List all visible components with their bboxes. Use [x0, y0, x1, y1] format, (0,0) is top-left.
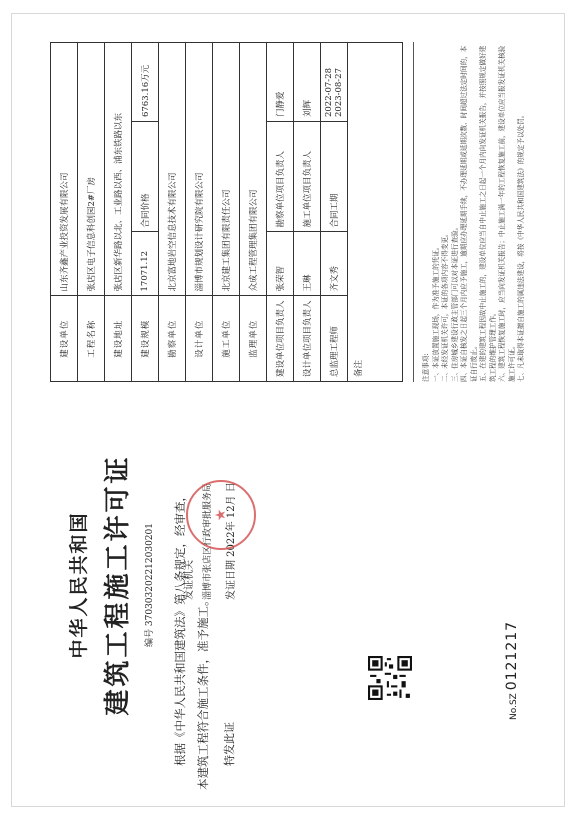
cell-label: 合同工期	[321, 122, 348, 232]
note-item: 三、住房城乡建设行政主管部门可以对本证进行查验。	[450, 223, 459, 382]
date-label: 发证日期	[226, 560, 237, 600]
note-item: 一、本证放置施工现场，作为准予施工的凭证。	[431, 243, 440, 382]
details-row	[78, 43, 105, 382]
code-label: 编号	[145, 628, 155, 647]
row-value: 山东齐鑫产业投资发展有限公司	[51, 43, 78, 296]
official-seal	[186, 480, 256, 550]
issuer-name: 淄博市张店区行政审批服务局	[203, 482, 213, 600]
body-line: 本建筑工程符合施工条件，准予施工。	[196, 594, 210, 790]
cell-value: 刘辉	[294, 43, 321, 122]
cell-value	[321, 43, 348, 122]
row-value: 北京富地岩空信息技术有限公司	[159, 43, 186, 296]
details-table	[50, 42, 403, 382]
serial-prefix: No.SZ	[509, 693, 519, 720]
person-row	[267, 43, 294, 382]
details-row	[186, 43, 213, 382]
person-row	[321, 43, 348, 382]
certificate-code	[142, 380, 155, 790]
divider	[413, 42, 414, 382]
row-value: 张店区电子信息科创园2#厂房	[78, 43, 105, 296]
row-label: 勘察单位	[159, 296, 186, 382]
issuer-label: 发证机关	[184, 560, 195, 600]
remark-label: 备注	[348, 43, 403, 382]
details-row	[213, 43, 240, 382]
date-day-unit: 日	[226, 482, 237, 493]
cell-value: 齐文秀	[321, 232, 348, 296]
price-amount: 6763.16	[141, 81, 151, 118]
contract-price-label: 合同价格	[132, 122, 159, 232]
cell-label: 总监理工程师	[321, 296, 348, 382]
date-month-unit: 月	[226, 495, 237, 506]
row-label: 施工单位	[213, 296, 240, 382]
date-year-unit: 年	[226, 521, 237, 532]
serial-number	[504, 620, 578, 736]
row-value: 张店区新华路以北、工业路以西、浦东铁路以东	[105, 43, 132, 296]
contract-price-value	[132, 43, 159, 122]
row-label: 监理单位	[240, 296, 267, 382]
cell-label: 勘察单位项目负责人	[267, 122, 294, 232]
special-issue: 特发此证	[223, 722, 236, 766]
certificate-country: 中华人民共和国	[68, 511, 90, 659]
row-label: 工程名称	[78, 296, 105, 382]
row-label: 建设规模	[132, 296, 159, 382]
details-row	[51, 43, 78, 382]
cell-label: 建设单位项目负责人	[267, 296, 294, 382]
row-value: 众成工程管理集团有限公司	[240, 43, 267, 296]
person-row	[294, 43, 321, 382]
notes-title: 注意事项:	[422, 353, 430, 382]
details-row	[240, 43, 267, 382]
note-item: 七、凡未取得本证擅自施工的属违法建设，将按《中华人民共和国建筑法》的规定予以处罚。	[517, 111, 526, 382]
cell-label: 设计单位项目负责人	[294, 296, 321, 382]
details-row	[159, 43, 186, 382]
serial-value: 0121217	[504, 620, 520, 691]
permit-details-panel	[50, 42, 530, 382]
body-line: 根据《中华人民共和国建筑法》第八条规定，经审查，	[173, 490, 187, 766]
row-value: 淄博市规划设计研究院有限公司	[186, 43, 213, 296]
row-label: 设计单位	[186, 296, 213, 382]
row-value: 17071.12	[132, 232, 159, 296]
date-year: 2022	[226, 531, 237, 557]
remark-row	[348, 43, 403, 382]
contract-start-date: 2022-07-28	[324, 68, 334, 118]
note-item: 六、建筑工程恢复施工时，应当向发证机关报告；中止施工满一年的工程恢复施工前，建设单位应当报发证机关核验施工许可证。	[498, 45, 516, 382]
details-row	[105, 43, 132, 382]
row-label: 建设地址	[105, 296, 132, 382]
seal-star-icon: ★	[213, 508, 229, 522]
qr-code	[368, 656, 412, 700]
contract-end-date: 2023-08-27	[334, 68, 344, 118]
row-value: 北京建工集团有限责任公司	[213, 43, 240, 296]
note-item: 二、未经发证机关许可，本证的各项内容不得变更。	[441, 230, 450, 382]
notes-block	[422, 42, 527, 382]
cell-label: 施工单位项目负责人	[294, 122, 321, 232]
cell-value: 王琳	[294, 232, 321, 296]
price-unit: 万元	[141, 64, 151, 82]
note-item: 五、在建的建筑工程因故中止施工的，建设单位应当自中止施工之日起一个月内向发证机关报告，并按照规定做好建筑工程的维护管理工作。	[479, 45, 497, 382]
row-label: 建设单位	[51, 296, 78, 382]
certificate-title: 建筑工程施工许可证	[103, 454, 133, 716]
code-value: 370303202212030201	[145, 523, 155, 627]
note-item: 四、本证自核发之日起三个月内应予施工，逾期应办理延期手续，不办理延期或延期次数、时间超过法定时间的，本证自行废止。	[460, 45, 478, 382]
details-row	[132, 43, 159, 382]
certificate-panel	[60, 380, 260, 790]
cell-value: 门静爱	[267, 43, 294, 122]
date-month: 12	[226, 505, 237, 519]
cell-value: 张荣智	[267, 232, 294, 296]
